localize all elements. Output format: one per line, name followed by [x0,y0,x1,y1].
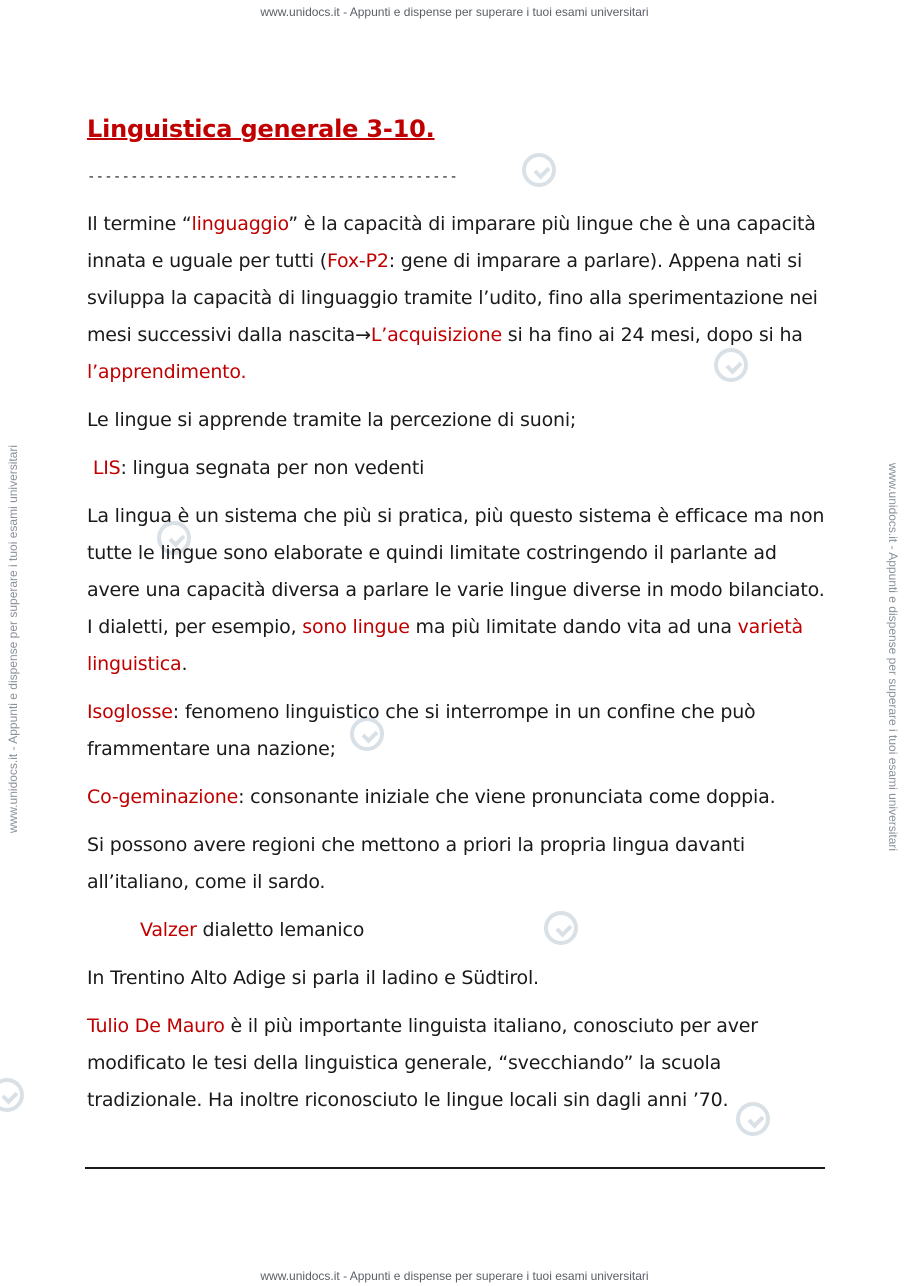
paragraph-valzer [87,912,827,949]
paragraph-linguaggio [87,206,827,391]
text-run: . [181,653,188,675]
highlight-valzer: Valzer [140,919,197,941]
watermark-side-right: www.unidocs.it - Appunti e dispense per superare i tuoi esami universitari [886,462,900,852]
highlight-de-mauro: Tulio De Mauro [87,1015,225,1037]
highlight-apprendimento: l’apprendimento. [87,361,247,383]
highlight-acquisizione: L’acquisizione [370,324,502,346]
text-run: La lingua è un sistema che più si pratica, più questo sistema è efficace ma non tutte le lingue sono elaborate e quindi limitate costringendo il parlante ad avere una capacità diversa a parlare le varie lingue diverse in modo bilanciato. I dialetti, per esempio, [87,505,825,638]
watermark-side-left: www.unidocs.it - Appunti e dispense per superare i tuoi esami universitari [6,444,20,834]
paragraph-sistema [87,498,827,683]
paragraph-trentino: In Trentino Alto Adige si parla il ladino e Südtirol. [87,967,539,989]
highlight-foxp2: Fox-P2 [327,250,389,272]
text-run: Il termine “ [87,213,192,235]
text-run: dialetto lemanico [196,919,365,941]
highlight-varieta: varietà linguistica [87,616,803,675]
text-run: ” è la capacità di imparare più lingue che è una capacità innata e uguale per tutti ( [87,213,816,272]
highlight-lis: LIS [92,457,121,479]
watermark-footer: www.unidocs.it - Appunti e dispense per superare i tuoi esami universitari [260,1269,649,1283]
highlight-linguaggio: linguaggio [191,213,289,235]
highlight-isoglosse: Isoglosse [87,701,173,723]
text-run: : lingua segnata per non vedenti [120,457,425,479]
highlight-cogeminazione: Co-geminazione [87,786,239,808]
text-run: : fenomeno linguistico che si interrompe in un confine che può frammentare una nazione; [87,701,756,760]
text-run: si ha fino ai 24 mesi, dopo si ha [501,324,803,346]
document-title: Linguistica generale 3-10. [87,115,435,143]
dashed-separator: ------------------------------------------- [87,169,459,185]
paragraph-de-mauro [87,1008,827,1119]
document-body [87,112,827,1119]
paragraph-lis [87,450,827,487]
text-run: : consonante iniziale che viene pronunciata come doppia. [238,786,776,808]
watermark-header: www.unidocs.it - Appunti e dispense per superare i tuoi esami universitari [260,5,649,19]
paragraph-regioni: Si possono avere regioni che mettono a priori la propria lingua davanti all’italiano, come il sardo. [87,834,745,893]
bottom-rule [85,1167,825,1169]
paragraph-lingue-suoni: Le lingue si apprende tramite la percezione di suoni; [87,409,577,431]
text-run: ma più limitate dando vita ad una [409,616,738,638]
arrow-right-icon: → [355,324,371,346]
text-run: è il più importante linguista italiano, conosciuto per aver modificato le tesi della linguistica generale, “svecchiando” la scuola tradizionale. Ha inoltre riconosciuto le lingue locali sin dagli anni ’70. [87,1015,758,1111]
paragraph-isoglosse [87,694,827,768]
unidocs-logo-icon [0,1078,24,1112]
paragraph-cogeminazione [87,779,827,816]
highlight-sono-lingue: sono lingue [302,616,410,638]
text-run: : gene di imparare a parlare). Appena nati si sviluppa la capacità di linguaggio tramite l’udito, fino alla sperimentazione nei mesi successivi dalla nascita [87,250,818,346]
